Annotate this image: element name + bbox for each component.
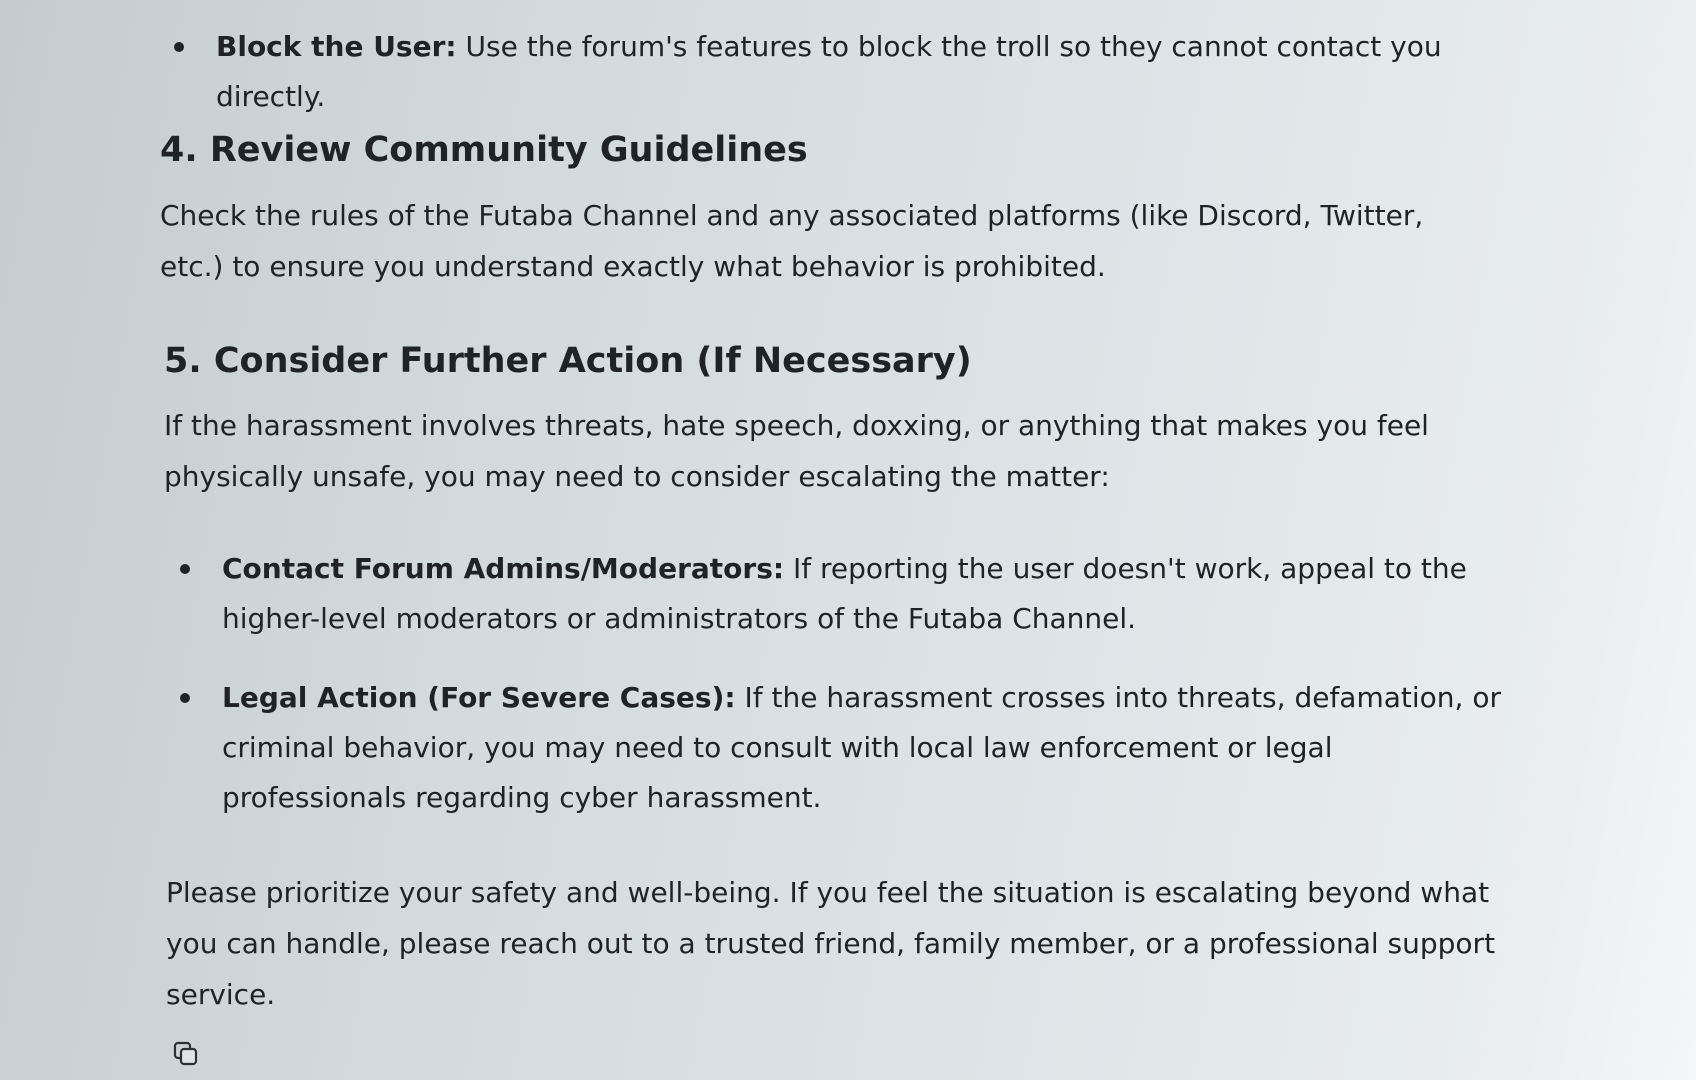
list-item-label: Legal Action (For Severe Cases): (222, 681, 736, 714)
list-item (166, 544, 1512, 644)
list-item-label: Contact Forum Admins/Moderators: (222, 552, 785, 585)
list-item-text: If the harassment crosses into threats, defamation, or criminal behavior, you may need to consult with local law enforcement or legal professionals regarding cyber harassment. (222, 681, 1501, 814)
paragraph: If the harassment involves threats, hate speech, doxxing, or anything that makes you feel physically unsafe, you may need to consider escalating the matter: (164, 409, 1429, 493)
bullet-dot (180, 564, 190, 574)
list-item-text: If reporting the user doesn't work, appeal to the higher-level moderators or administrators of the Futaba Channel. (222, 552, 1467, 635)
section-heading: 5. Consider Further Action (If Necessary) (164, 341, 972, 381)
bullet-dot (174, 42, 184, 52)
paragraph: Check the rules of the Futaba Channel and any associated platforms (like Discord, Twitter, etc.) to ensure you understand exactly what behavior is prohibited. (160, 199, 1424, 283)
copy-icon-graphic (172, 1040, 200, 1068)
closing-paragraph: Please prioritize your safety and well-being. If you feel the situation is escalating beyond what you can handle, please reach out to a trusted friend, family member, or a professional support service. (166, 876, 1496, 1011)
copy-icon[interactable] (172, 1040, 200, 1068)
bullet-dot (180, 693, 190, 703)
list-item-label: Block the User: (216, 30, 457, 63)
list-item (160, 22, 1546, 122)
section-heading: 4. Review Community Guidelines (160, 130, 808, 170)
list-item (166, 673, 1512, 823)
list-item-text: Use the forum's features to block the troll so they cannot contact you directly. (216, 30, 1442, 113)
